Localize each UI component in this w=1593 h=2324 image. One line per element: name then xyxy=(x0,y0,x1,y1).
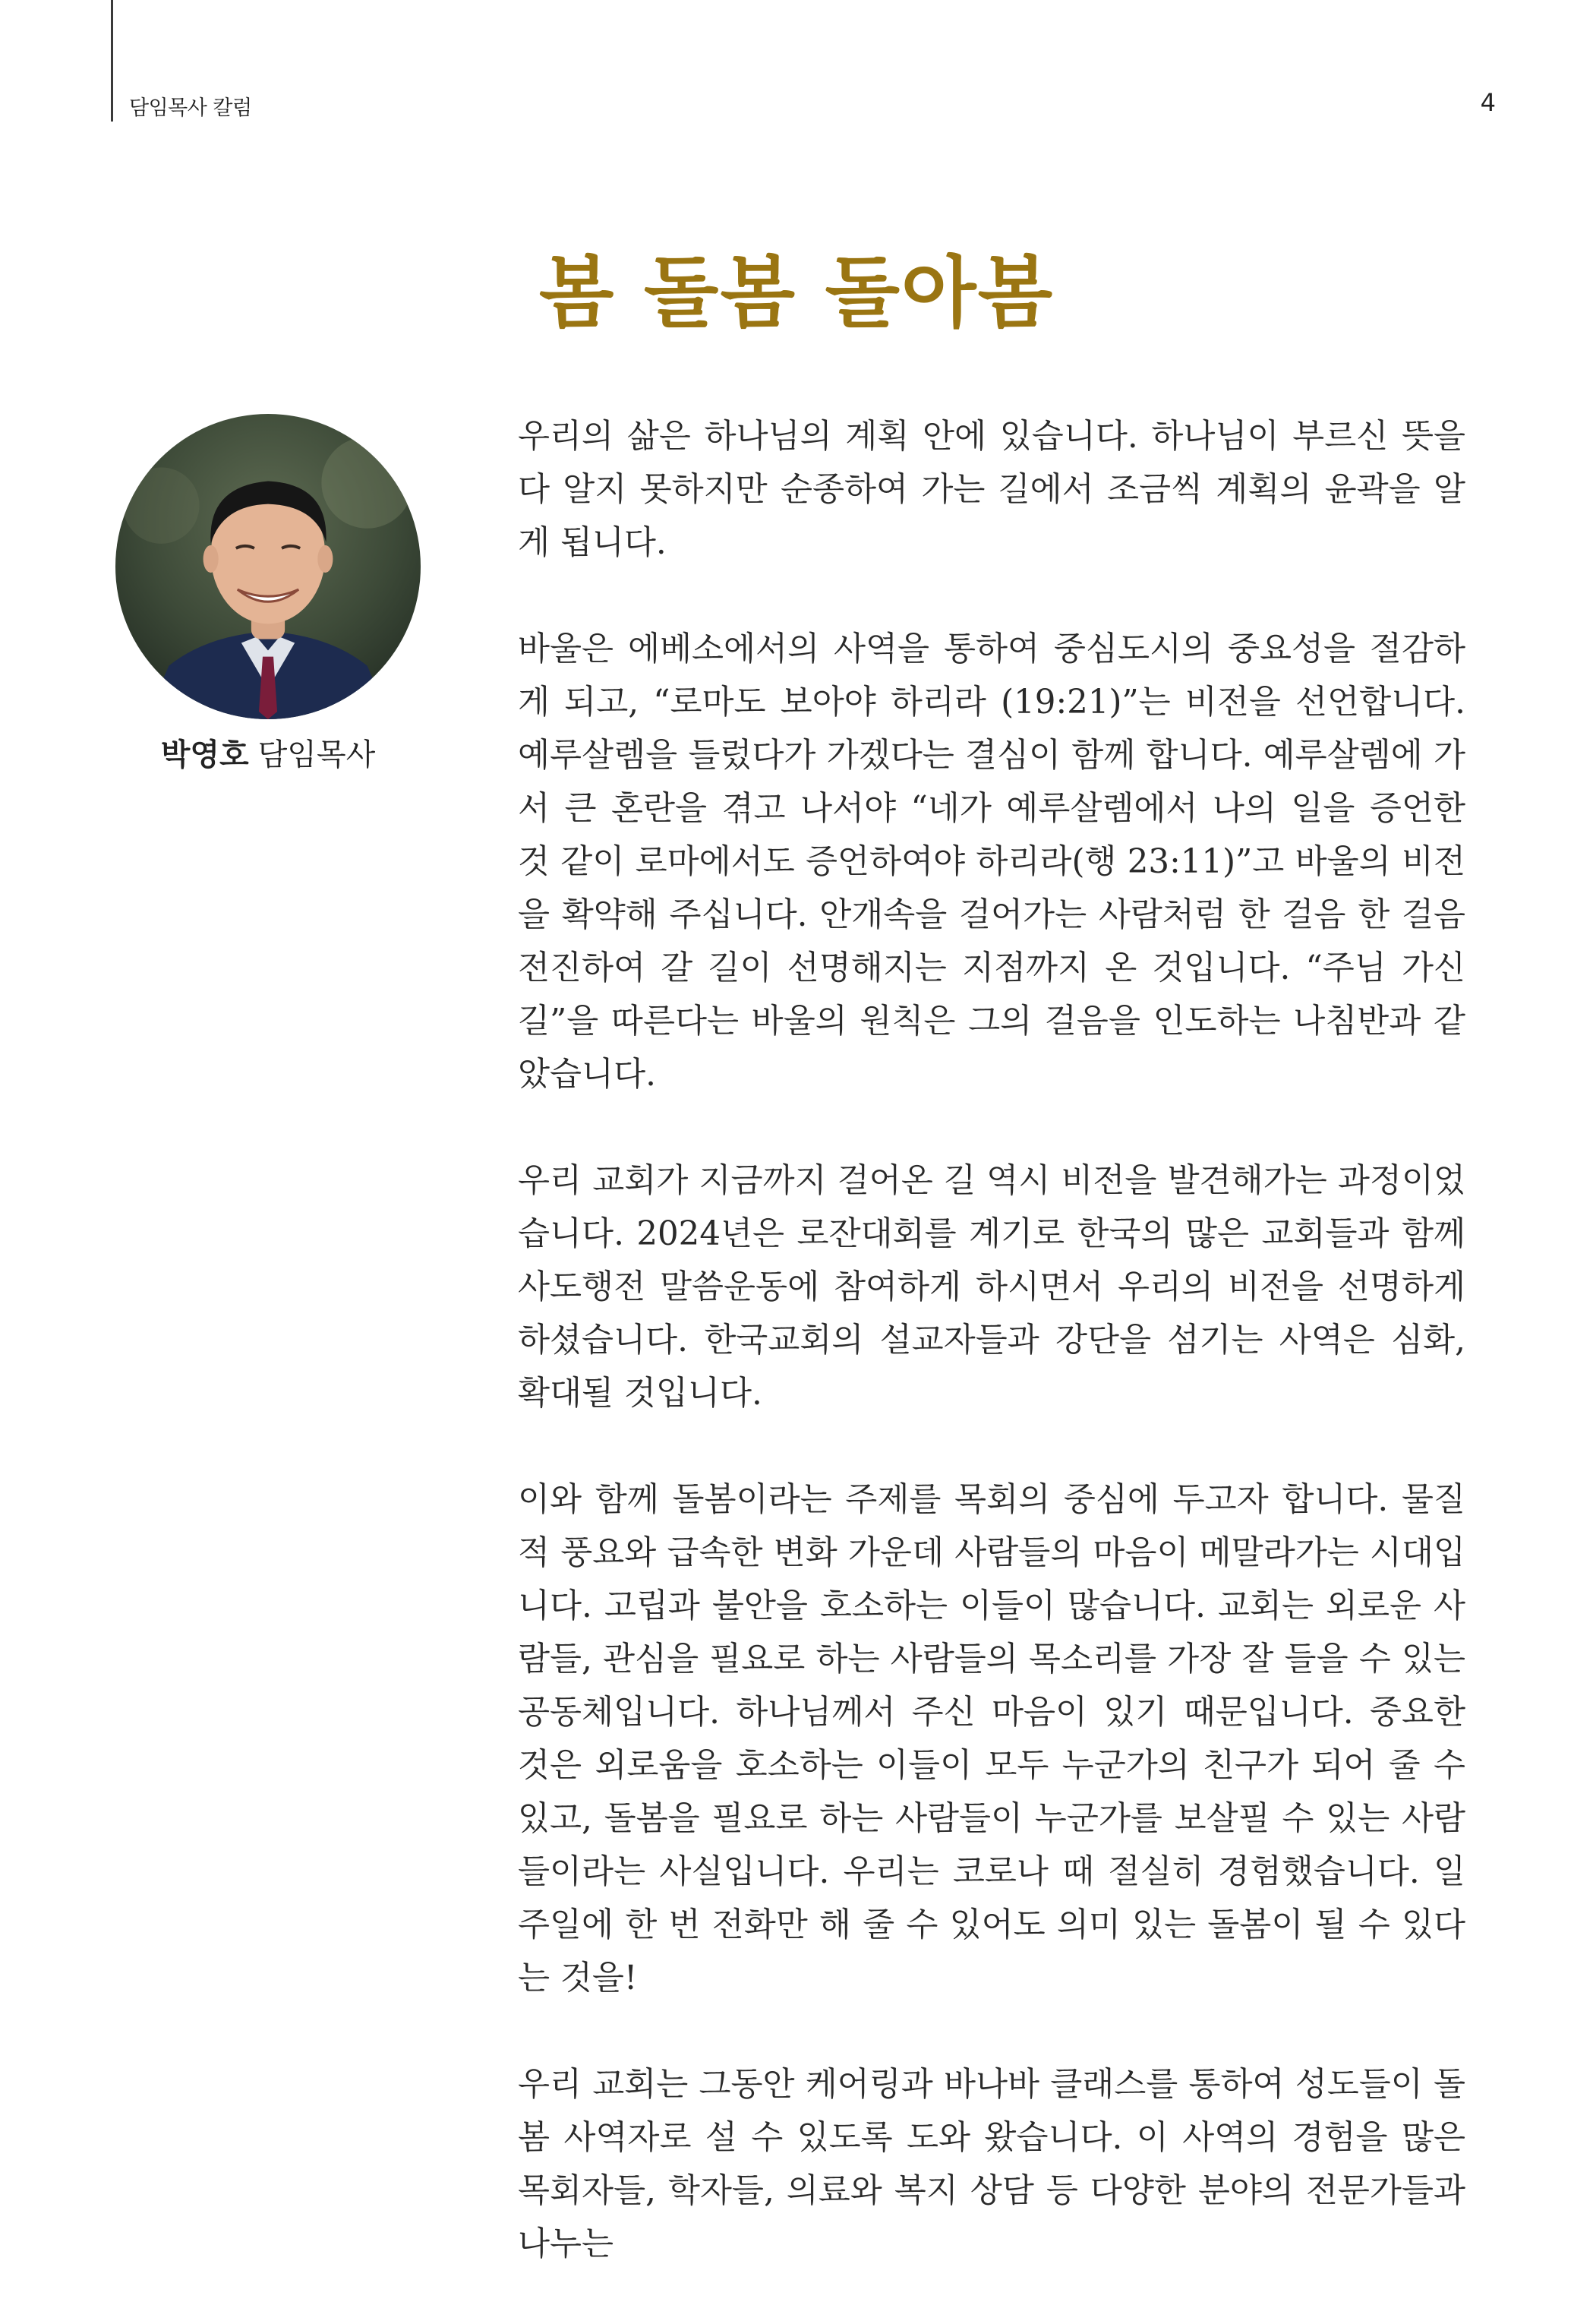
article-paragraph: 바울은 에베소에서의 사역을 통하여 중심도시의 중요성을 절감하게 되고, “로마도 보아야 하리라 (19:21)”는 비전을 선언합니다. 예루살렘을 들렀다가 가겠다는 결심이 함께 합니다. 예루살렘에 가서 큰 혼란을 겪고 나서야 “네가 예루살렘에서 나의 일을 증언한 것 같이 로마에서도 증언하여야 하리라(행 23:11)”고 바울의 비전을 확약해 주십니다. 안개속을 걸어가는 사람처럼 한 걸음 한 걸음 전진하여 갈 길이 선명해지는 지점까지 온 것입니다. “주님 가신 길”을 따른다는 바울의 원칙은 그의 걸음을 인도하는 나침반과 같았습니다. xyxy=(518,630,1465,1094)
author-name: 박영호 xyxy=(160,737,249,772)
article-body xyxy=(518,410,1465,2324)
author-role: 담임목사 xyxy=(257,737,376,772)
article-paragraph: 우리 교회가 지금까지 걸어온 길 역시 비전을 발견해가는 과정이었습니다. 2024년은 로잔대회를 계기로 한국의 많은 교회들과 함께 사도행전 말씀운동에 참여하게 하시면서 우리의 비전을 선명하게 하셨습니다. 한국교회의 설교자들과 강단을 섬기는 사역은 심화, 확대될 것입니다. xyxy=(518,1162,1465,1413)
column-title: 봄 돌봄 돌아봄 xyxy=(538,248,1055,339)
article-paragraph: 우리의 삶은 하나님의 계획 안에 있습니다. 하나님이 부르신 뜻을 다 알지 못하지만 순종하여 가는 길에서 조금씩 계획의 윤곽을 알게 됩니다. xyxy=(518,418,1465,562)
section-label: 담임목사 칼럼 xyxy=(129,96,252,120)
article-paragraph: 우리 교회는 그동안 케어링과 바나바 클래스를 통하여 성도들이 돌봄 사역자로 설 수 있도록 도와 왔습니다. 이 사역의 경험을 많은 목회자들, 학자들, 의료와 복지 상담 등 다양한 분야의 전문가들과 나누는 xyxy=(518,2066,1465,2263)
author-portrait xyxy=(115,414,421,719)
author-byline xyxy=(0,731,536,774)
article-paragraph: 이와 함께 돌봄이라는 주제를 목회의 중심에 두고자 합니다. 물질적 풍요와 급속한 변화 가운데 사람들의 마음이 메말라가는 시대입니다. 고립과 불안을 호소하는 이들이 많습니다. 교회는 외로운 사람들, 관심을 필요로 하는 사람들의 목소리를 가장 잘 들을 수 있는 공동체입니다. 하나님께서 주신 마음이 있기 때문입니다. 중요한 것은 외로움을 호소하는 이들이 모두 누군가의 친구가 되어 줄 수 있고, 돌봄을 필요로 하는 사람들이 누군가를 보살필 수 있는 사람들이라는 사실입니다. 우리는 코로나 때 절실히 경험했습니다. 일주일에 한 번 전화만 해 줄 수 있어도 의미 있는 돌봄이 될 수 있다는 것을! xyxy=(518,1481,1465,1997)
page-number: 4 xyxy=(1480,88,1496,117)
header-rule xyxy=(111,0,113,122)
